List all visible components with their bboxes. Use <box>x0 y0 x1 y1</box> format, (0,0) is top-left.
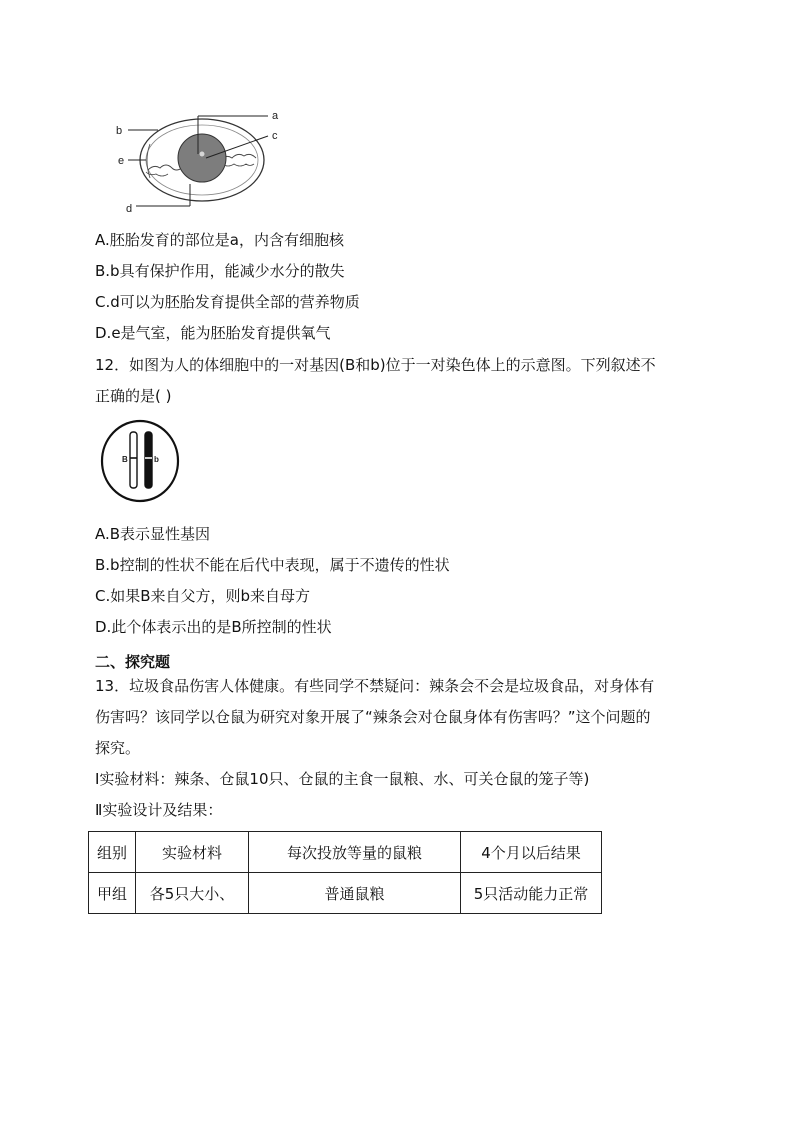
table-cell: 各5只大小、 <box>136 873 249 914</box>
q12-option-d: D.此个体表示出的是B所控制的性状 <box>95 618 332 636</box>
table-header-cell: 组别 <box>89 832 136 873</box>
label-d: d <box>126 203 133 215</box>
section-title: 二、探究题 <box>95 653 171 671</box>
q12-option-a: A.B表示显性基因 <box>95 525 211 543</box>
experiment-table <box>88 831 602 914</box>
table-header-row <box>89 832 602 873</box>
table-cell: 甲组 <box>89 873 136 914</box>
table-header-cell: 4个月以后结果 <box>461 832 602 873</box>
q13-materials: Ⅰ实验材料：辣条、仓鼠10只、仓鼠的主食一鼠粮、水、可关仓鼠的笼子等) <box>95 770 590 788</box>
q13-stem-line2: 伤害吗？该同学以仓鼠为研究对象开展了“辣条会对仓鼠身体有伤害吗？”这个问题的 <box>95 708 651 726</box>
table-row <box>89 873 602 914</box>
table-cell: 5只活动能力正常 <box>461 873 602 914</box>
label-a: a <box>272 110 279 122</box>
label-e: e <box>118 155 125 167</box>
q13-stem-line3: 探究。 <box>95 739 141 757</box>
q12-option-b: B.b控制的性状不能在后代中表现，属于不遗传的性状 <box>95 556 450 574</box>
q11-option-b: B.b具有保护作用，能减少水分的散失 <box>95 262 345 280</box>
chromosome-figure <box>98 416 182 506</box>
q12-stem-line2: 正确的是( ) <box>95 387 172 405</box>
q11-option-c: C.d可以为胚胎发育提供全部的营养物质 <box>95 293 360 311</box>
q11-option-d: D.e是气室，能为胚胎发育提供氧气 <box>95 324 331 342</box>
q12-stem-line1: 12．如图为人的体细胞中的一对基因(B和b)位于一对染色体上的示意图。下列叙述不 <box>95 356 656 374</box>
table-cell: 普通鼠粮 <box>249 873 461 914</box>
q13-design: Ⅱ实验设计及结果： <box>95 801 223 819</box>
gene-label-B: B <box>122 455 128 464</box>
egg-structure-figure <box>110 108 300 218</box>
q12-option-c: C.如果B来自父方，则b来自母方 <box>95 587 311 605</box>
label-c: c <box>272 130 278 142</box>
q11-option-a: A.胚胎发育的部位是a，内含有细胞核 <box>95 231 344 249</box>
gene-label-b: b <box>154 455 159 464</box>
table-header-cell: 实验材料 <box>136 832 249 873</box>
q13-stem-line1: 13．垃圾食品伤害人体健康。有些同学不禁疑问：辣条会不会是垃圾食品，对身体有 <box>95 677 655 695</box>
label-b: b <box>116 125 123 137</box>
table-header-cell: 每次投放等量的鼠粮 <box>249 832 461 873</box>
